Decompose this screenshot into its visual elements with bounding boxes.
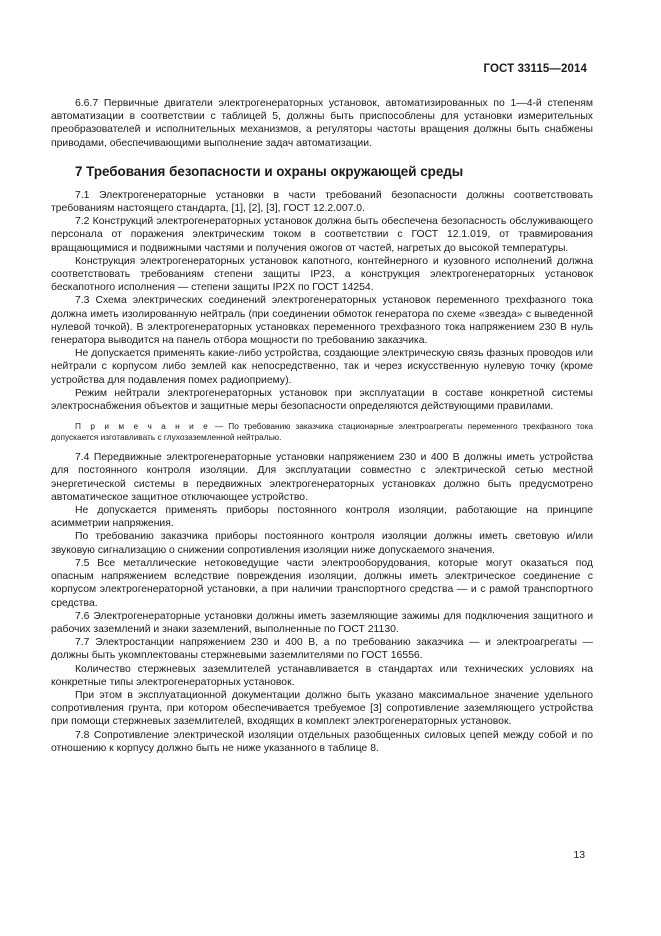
paragraph: 7.5 Все металлические нетоковедущие части электрооборудования, которые могут оказаться под опасным напряжением вследствие повреждения изоляции, должны иметь электрическое соединение с корпусом электрогенераторной установки, а при наличии транспортного средства — и с рамой транспортного средства. (51, 557, 593, 609)
paragraph: Не допускается применять какие-либо устройства, создающие электрическую связь фазных проводов или нейтрали с корпусом либо землей как непосредственно, так и через искусственную нулевую точку (кроме устройства для подавления помех радиоприему). (51, 348, 593, 386)
paragraph: Режим нейтрали электрогенераторных установок при эксплуатации в составе конкретной системы электроснабжения объектов и защитные меры безопасности определяются действующими правилами. (51, 387, 593, 413)
paragraph: Количество стержневых заземлителей устанавливается в стандартах или технических условиях на конкретные типы электрогенераторных установок. (51, 663, 593, 688)
paragraph: Конструкция электрогенераторных установок капотного, контейнерного и кузовного исполнений должна соответствовать требованиям степени защиты IP23, а конструкция электрогенераторных установок бескапотного исполнения — степени защиты IP2X по ГОСТ 14254. (51, 255, 593, 294)
document-body (51, 97, 593, 755)
note (51, 421, 593, 443)
paragraph: По требованию заказчика приборы постоянного контроля изоляции должны иметь световую и/или звуковую сигнализацию о снижении сопротивления изоляции ниже допускаемого значения. (51, 531, 593, 556)
paragraph: 7.3 Схема электрических соединений электрогенераторных установок переменного трехфазного тока должна иметь изолированную нейтраль (при соединении обмоток генератора по схеме «звезда» с выведенной нулевой точкой). В электрогенераторных установках переменного трехфазного тока напряжением 230 В нуль генератора выводится на панель отбора мощности по требованию заказчика. (51, 295, 593, 347)
paragraph: 7.6 Электрогенераторные установки должны иметь заземляющие зажимы для подключения защитного и рабочих заземлений и знаки заземлений, выполненные по ГОСТ 21130. (51, 610, 593, 635)
paragraph: 7.8 Сопротивление электрической изоляции отдельных разобщенных силовых цепей между собой и по отношению к корпусу должно быть не ниже указанного в таблице 8. (51, 729, 593, 754)
paragraph: 7.4 Передвижные электрогенераторные установки напряжением 230 и 400 В должны иметь устройства для постоянного контроля изоляции. Для эксплуатации совместно с электрической сетью местной энергетической системы в передвижных электрогенераторных установках должно быть предусмотрено автоматическое защитное отключающее устройство. (51, 452, 593, 503)
document-id-header: ГОСТ 33115—2014 (483, 63, 587, 75)
paragraph: Не допускается применять приборы постоянного контроля изоляции, работающие на принципе асимметрии напряжения. (51, 505, 593, 530)
paragraph: При этом в эксплуатационной документации должно быть указано максимальное значение удельного сопротивления грунта, при котором обеспечивается требуемое [3] сопротивление заземляющего устройства при помощи стержневых заземлителей, входящих в комплект электрогенераторных установок. (51, 689, 593, 728)
note-text: — По требованию заказчика стационарные электроагрегаты переменного трехфазного тока допускается изготавливать с глухозаземленной нейтралью. (51, 421, 593, 443)
paragraph: 6.6.7 Первичные двигатели электрогенераторных установок, автоматизированных по 1—4-й степеням автоматизации в соответствии с таблицей 5, должны быть приспособлены для установки измерительных преобразователей и исполнительных механизмов, а регуляторы частоты вращения должны быть снабжены приводами, обеспечивающими выполнение задач автоматизации. (51, 98, 593, 149)
section-title: 7 Требования безопасности и охраны окружающей среды (75, 163, 464, 179)
note-label: П р и м е ч а н и е (75, 421, 210, 432)
page-number: 13 (573, 850, 585, 861)
section-paragraphs-a (51, 189, 593, 413)
paragraph: 7.2 Конструкций электрогенераторных установок должна быть обеспечена безопасность обслуживающего персонала от поражения электрическим током в соответствии с ГОСТ 12.1.019, от травмирования вращающимися и подвижными частями и получения ожогов от частей, нагретых до высокой температуры. (51, 216, 593, 254)
intro-block (51, 97, 593, 150)
paragraph: 7.1 Электрогенераторные установки в части требований безопасности должны соответствовать требованиям настоящего стандарта, [1], [2], [3], ГОСТ 12.2.007.0. (51, 189, 593, 215)
paragraph: 7.7 Электростанции напряжением 230 и 400 В, а по требованию заказчика — и электроагрегаты — должны быть укомплектованы стержневыми заземлителями по ГОСТ 16556. (51, 637, 593, 662)
section-paragraphs-b (51, 451, 593, 755)
